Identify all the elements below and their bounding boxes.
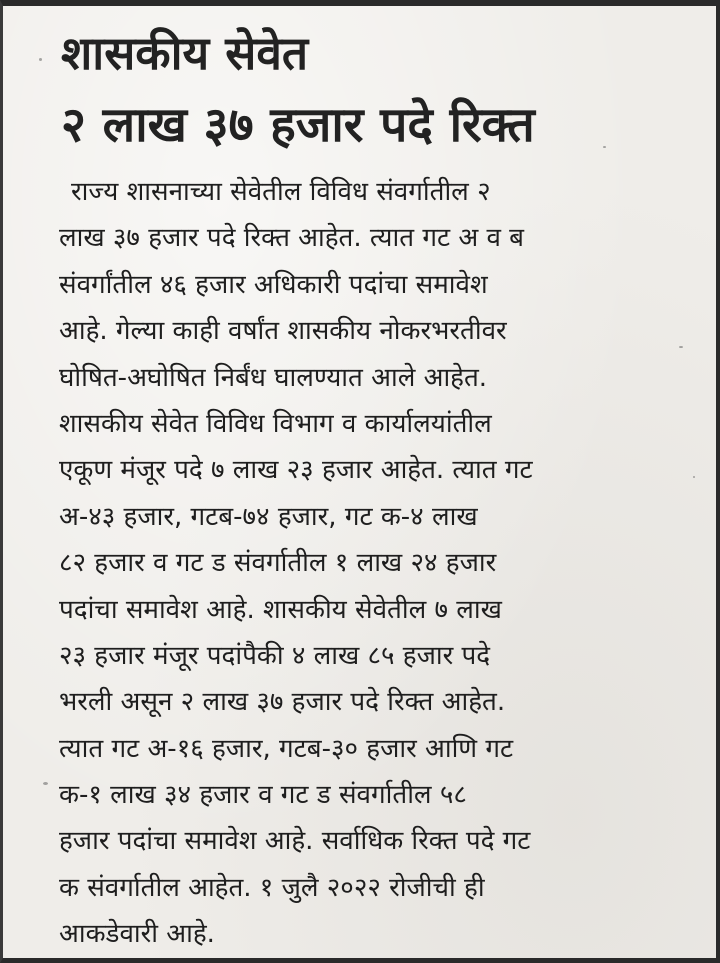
body-line: घोषित-अघोषित निर्बंध घालण्यात आले आहेत. [59,362,488,393]
paper-speck [679,346,683,348]
body-line: शासकीय सेवेत विविध विभाग व कार्यालयांतील [59,408,492,439]
paper-speck [39,58,42,61]
body-line: भरली असून २ लाख ३७ हजार पदे रिक्त आहेत. [59,687,506,718]
body-line: हजार पदांचा समावेश आहे. सर्वाधिक रिक्त पदे गट [59,826,531,857]
body-line: आकडेवारी आहे. [59,919,215,950]
body-line: लाख ३७ हजार पदे रिक्त आहेत. त्यात गट अ व ब [59,223,525,254]
body-line: संवर्गांतील ४६ हजार अधिकारी पदांचा समावेश [59,269,488,300]
body-line: आहे. गेल्या काही वर्षांत शासकीय नोकरभरतीवर [59,316,507,347]
body-line: ८२ हजार व गट ड संवर्गातील १ लाख २४ हजार [59,548,497,579]
paper-speck [693,476,695,478]
headline-line-1: शासकीय सेवेत [61,26,309,80]
body-line: त्यात गट अ-१६ हजार, गटब-३० हजार आणि गट [59,733,514,764]
body-line: एकूण मंजूर पदे ७ लाख २३ हजार आहेत. त्यात गट [59,455,533,486]
paper-speck [43,782,48,785]
body-line: क-१ लाख ३४ हजार व गट ड संवर्गातील ५८ [59,780,467,811]
body-line: क संवर्गातील आहेत. १ जुलै २०२२ रोजीची ही [59,872,485,903]
body-line: राज्य शासनाच्या सेवेतील विविध संवर्गातील २ [71,177,491,207]
body-line: २३ हजार मंजूर पदांपैकी ४ लाख ८५ हजार पदे [59,640,491,671]
article-body [59,169,699,958]
body-line: अ-४३ हजार, गटब-७४ हजार, गट क-४ लाख [59,501,478,532]
body-line: पदांचा समावेश आहे. शासकीय सेवेतील ७ लाख [59,594,502,625]
paper-speck [603,146,606,148]
headline-line-2: २ लाख ३७ हजार पदे रिक्त [61,97,535,153]
